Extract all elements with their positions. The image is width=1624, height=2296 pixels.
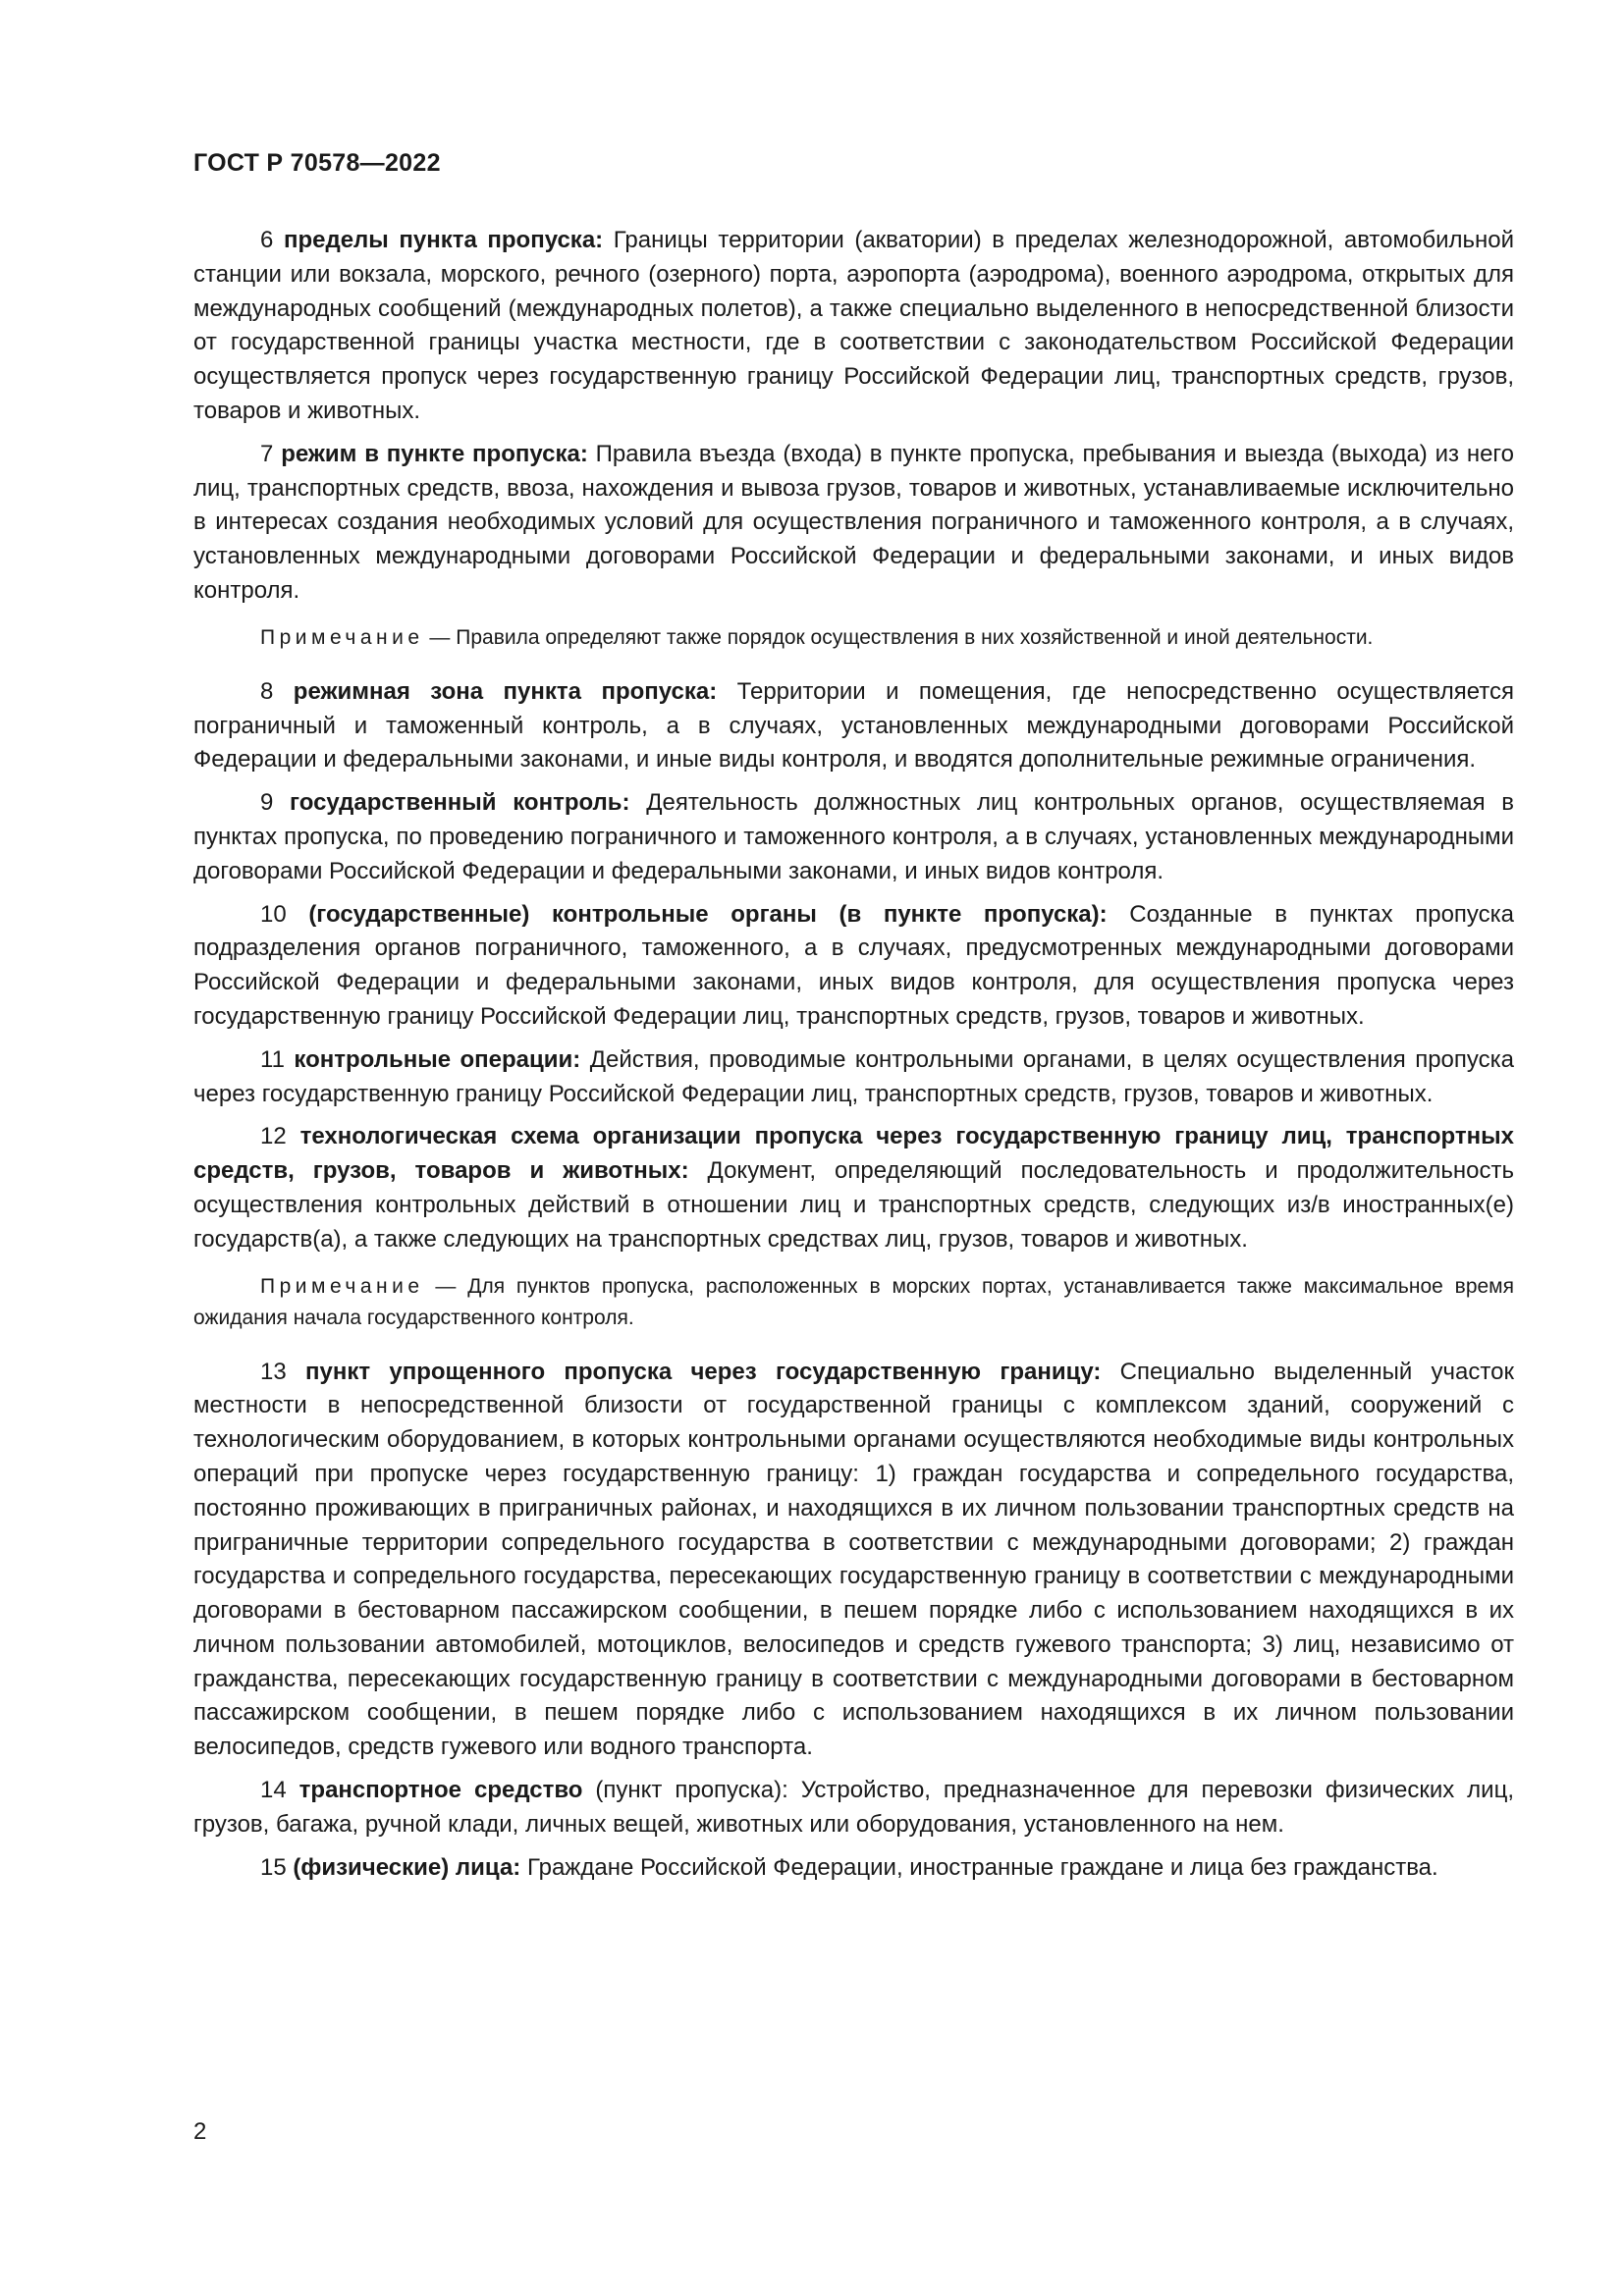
term-definition: Действия, проводимые контрольными органами, в целях осуществления пропуска через государственную границу Российской Федерации лиц, транспортных средств, грузов, товаров и животных. <box>193 1045 1514 1107</box>
term-number: 7 <box>260 440 274 467</box>
term-number: 12 <box>260 1123 287 1150</box>
term-name: (государственные) контрольные органы (в пункте пропуска): <box>308 900 1108 928</box>
term-name: технологическая схема организации пропуска через государственную границу лиц, транспортных средств, грузов, товаров и животных: <box>193 1123 1514 1185</box>
term-definition: Граждане Российской Федерации, иностранные граждане и лица без гражданства. <box>526 1853 1438 1881</box>
note-label: Примечание <box>260 1274 424 1298</box>
term-name: пределы пункта пропуска: <box>283 227 604 253</box>
term-definition: (пункт пропуска): Устройство, предназначенное для перевозки физических лиц, грузов, багажа, ручной клади, личных вещей, животных или оборудования, установленного на нем. <box>193 1777 1514 1838</box>
term-name: режим в пункте пропуска: <box>281 440 588 467</box>
note-text: — Для пунктов пропуска, расположенных в морских портах, устанавливается также максимальное время ожидания начала государственного контроля. <box>193 1274 1514 1329</box>
term-number: 6 <box>260 227 274 253</box>
term-definition: Специально выделенный участок местности в непосредственной близости от государственной границы с комплексом зданий, сооружений с технологическим оборудованием, в которых контрольными органами осуществляются необходимые виды контрольных операций при пропуске через государственную границу: 1) граждан государства и сопредельного государства, постоянно проживающих в приграничных районах, и находящихся в их личном пользовании транспортных средств на приграничные территории сопредельного государства в соответствии с международными договорами; 2) граждан государства и сопредельного государства, пересекающих государственную границу в соответствии с международными договорами в бестоварном пассажирском сообщении, в пешем порядке либо с использованием находящихся в их личном пользовании автомобилей, мотоциклов, велосипедов и средств гужевого транспорта; 3) лиц, независимо от гражданства, пересекающих государственную границу в соответствии с международными договорами в бестоварном пассажирском сообщении, в пешем порядке либо с использованием находящихся в их личном пользовании велосипедов, средств гужевого или водного транспорта. <box>193 1358 1514 1761</box>
term-number: 13 <box>260 1358 287 1385</box>
term-entry <box>193 1774 1514 1842</box>
term-definition: Территории и помещения, где непосредственно осуществляется пограничный и таможенный контроль, а в случаях, установленных международными договорами Российской Федерации и федеральными законами, и иные виды контроля, и вводятся дополнительные режимные ограничения. <box>193 677 1515 774</box>
note-label: Примечание <box>260 625 424 649</box>
term-entry <box>193 1043 1514 1112</box>
term-entry <box>193 675 1514 777</box>
term-definition: Правила въезда (входа) в пункте пропуска, пребывания и выезда (выхода) из него лиц, транспортных средств, ввоза, нахождения и вывоза грузов, товаров и животных, устанавливаемые исключительно в интересах создания необходимых условий для осуществления пограничного и таможенного контроля, а в случаях, установленных международными договорами Российской Федерации и федеральными законами, и иных видов контроля. <box>193 440 1515 604</box>
term-entry <box>193 898 1514 1035</box>
term-name: транспортное средство <box>298 1777 583 1804</box>
term-number: 9 <box>260 789 274 817</box>
term-entry <box>193 786 1514 888</box>
term-definition: Документ, определяющий последовательность и продолжительность осуществления контрольных действий в отношении лиц и транспортных средств, следующих из/в иностранных(е) государств(а), а также следующих на транспортных средствах лиц, грузов, товаров и животных. <box>193 1157 1514 1253</box>
term-name: контрольные операции: <box>294 1045 581 1073</box>
note <box>193 622 1514 654</box>
term-entry <box>193 224 1514 429</box>
term-definition: Деятельность должностных лиц контрольных органов, осуществляемая в пунктах пропуска, по проведению пограничного и таможенного контроля, а в случаях, установленных международными договорами Российской Федерации и федеральными законами, и иных видов контроля. <box>193 789 1515 884</box>
note-text: — Правила определяют также порядок осуществления в них хозяйственной и иной деятельности. <box>429 625 1374 649</box>
term-entry <box>193 438 1514 609</box>
term-number: 15 <box>260 1853 287 1881</box>
term-entry <box>193 1120 1514 1256</box>
term-definition: Границы территории (акватории) в пределах железнодорожной, автомобильной станции или вокзала, морского, речного (озерного) порта, аэропорта (аэродрома), военного аэродрома, открытых для международных сообщений (международных полетов), а также специально выделенного в непосредственной близости от государственной границы участка местности, где в соответствии с законодательством Российской Федерации осуществляется пропуск через государственную границу Российской Федерации лиц, транспортных средств, грузов, товаров и животных. <box>193 227 1515 424</box>
term-number: 14 <box>260 1777 287 1804</box>
term-number: 11 <box>260 1045 285 1073</box>
term-entry <box>193 1356 1514 1766</box>
term-number: 10 <box>260 900 287 928</box>
page-number: 2 <box>193 2118 207 2145</box>
term-name: режимная зона пункта пропуска: <box>293 677 718 705</box>
note <box>193 1271 1514 1334</box>
term-name: пункт упрощенного пропуска через государственную границу: <box>304 1358 1102 1385</box>
document-code: ГОСТ Р 70578—2022 <box>193 149 441 177</box>
term-entry <box>193 1851 1514 1886</box>
term-name: (физические) лица: <box>293 1853 521 1881</box>
term-definition: Созданные в пунктах пропуска подразделения органов пограничного, таможенного, а в случаях, предусмотренных международными договорами Российской Федерации и федеральными законами, иных видов контроля, для осуществления пропуска через государственную границу Российской Федерации лиц, транспортных средств, грузов, товаров и животных. <box>193 900 1515 1030</box>
document-body <box>193 224 1514 1894</box>
term-name: государственный контроль: <box>290 789 630 817</box>
term-number: 8 <box>260 677 274 705</box>
